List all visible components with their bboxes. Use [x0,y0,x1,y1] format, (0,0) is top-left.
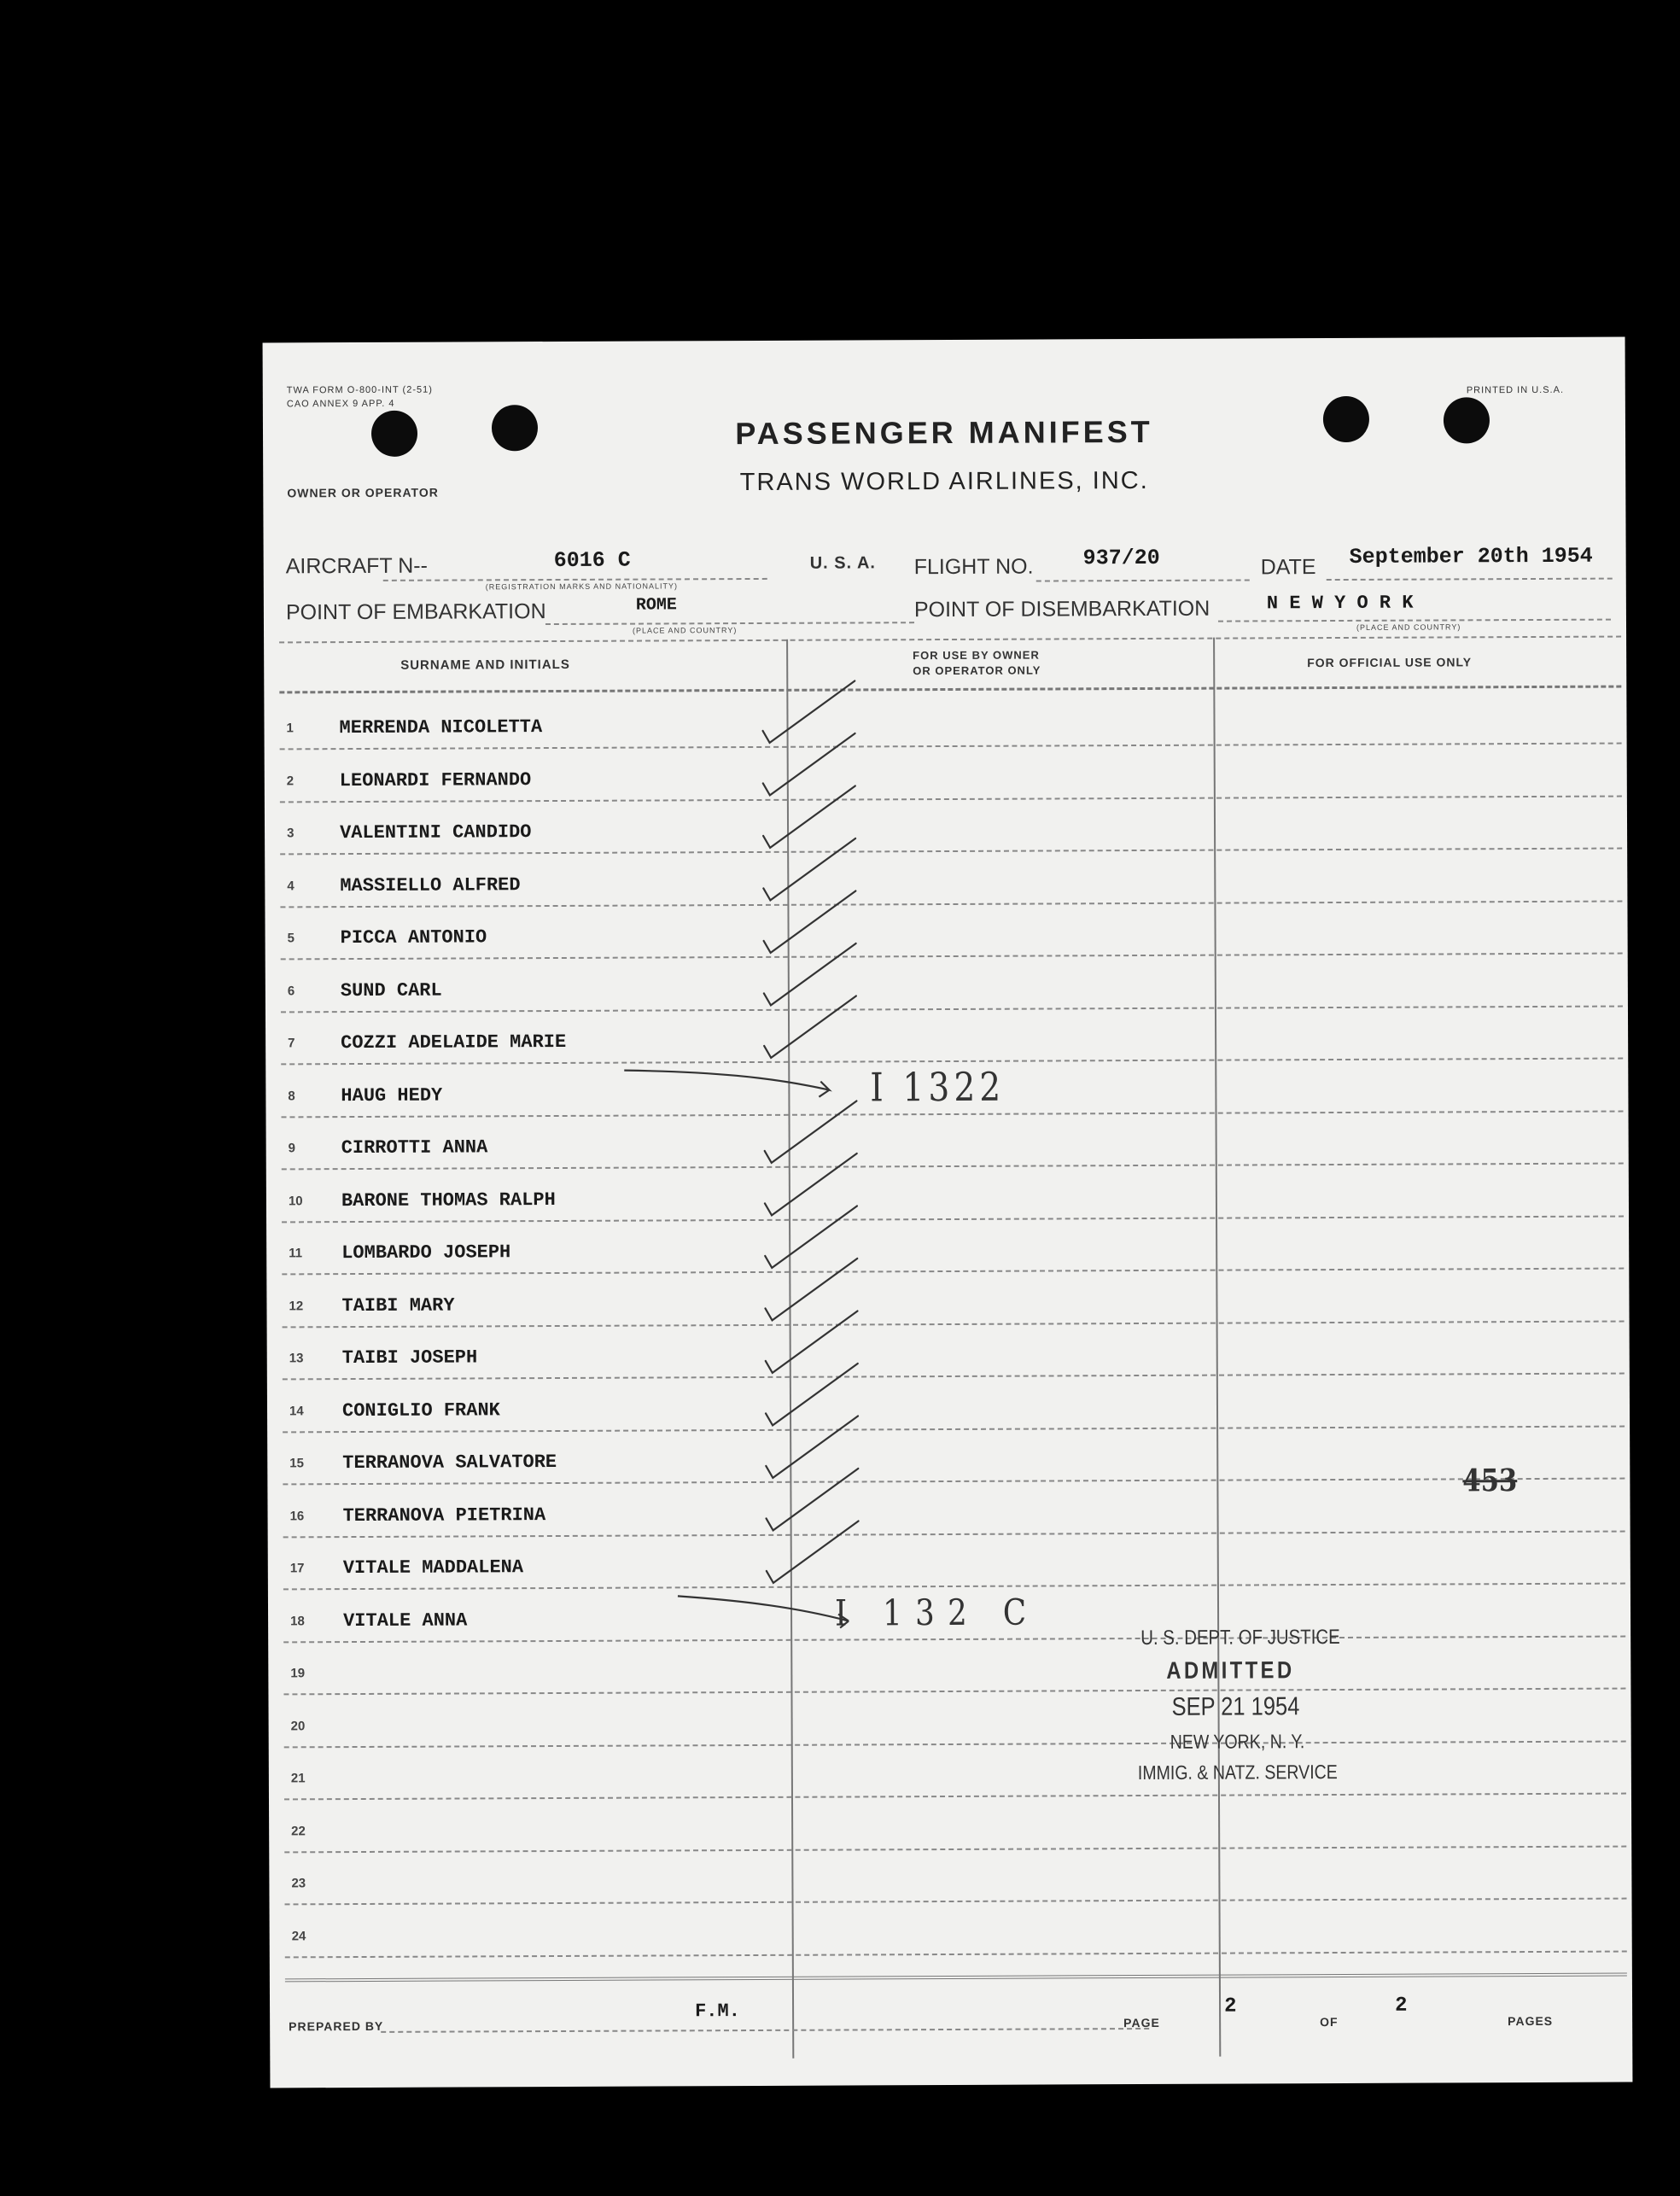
passenger-name: TERRANOVA SALVATORE [342,1451,557,1475]
row-number: 24 [291,1928,306,1943]
prepared-by-value: F.M. [695,2000,740,2023]
disembarkation-note: (PLACE AND COUNTRY) [1356,622,1461,632]
checkmark [764,1101,856,1162]
disembarkation-label: POINT OF DISEMBARKATION [913,596,1210,622]
row-number: 2 [286,773,295,788]
row-number: 21 [290,1771,306,1786]
stamp-service: IMMIG. & NATZ. SERVICE [1137,1761,1338,1784]
passenger-name: MERRENDA NICOLETTA [339,716,543,739]
row-number: 3 [287,826,295,841]
checkmark [763,786,855,847]
form-annex: CAO ANNEX 9 APP. 4 [286,398,395,410]
checkmark [765,1206,857,1267]
passenger-name: BARONE THOMAS RALPH [341,1189,556,1212]
passenger-name: VITALE ANNA [343,1609,468,1632]
col-surname-header: SURNAME AND INITIALS [400,657,570,673]
date-value: September 20th 1954 [1349,543,1593,569]
code-row18: I 132 C [834,1591,1040,1634]
row-number: 6 [287,983,295,998]
of-value: 2 [1395,1994,1408,2018]
row-number: 7 [288,1036,295,1051]
airline-name: TRANS WORLD AIRLINES, INC. [739,466,1149,497]
checkmark [766,1364,858,1425]
passenger-name: HAUG HEDY [341,1084,443,1107]
row-number: 18 [290,1613,305,1628]
stamp-date: SEP 21 1954 [1171,1692,1300,1721]
row-number: 12 [289,1298,304,1313]
row-number: 22 [291,1823,306,1838]
manifest-title: PASSENGER MANIFEST [735,413,1153,452]
row-number: 19 [290,1666,306,1681]
checkmark [765,1259,857,1320]
row-number: 11 [289,1246,303,1261]
country-label: U. S. A. [809,553,877,573]
row-number: 15 [289,1456,304,1471]
aircraft-label: AIRCRAFT N-- [285,553,428,579]
passenger-name: TERRANOVA PIETRINA [342,1504,546,1527]
passenger-name: SUND CARL [340,979,442,1002]
checkmark [763,733,855,795]
row-number: 16 [289,1508,305,1523]
manifest-sheet [263,337,1633,2088]
stamp-city: NEW YORK, N. Y. [1170,1730,1305,1753]
aircraft-value: 6016 C [553,547,631,574]
row-number: 8 [288,1088,295,1103]
passenger-name: COZZI ADELAIDE MARIE [341,1031,567,1054]
passenger-name: TAIBI MARY [341,1294,455,1317]
checkmark [763,891,855,952]
arrow-row18 [678,1596,849,1629]
flight-number-label: FLIGHT NO. [913,554,1034,580]
passenger-name: VALENTINI CANDIDO [339,821,532,844]
stamp-admitted: ADMITTED [1166,1656,1295,1684]
checkmark [765,1153,857,1215]
page-label: PAGE [1123,2015,1160,2030]
checkmark [767,1521,859,1582]
flight-number-value: 937/20 [1082,545,1160,571]
row-number: 1 [286,721,294,736]
checkmark [766,1311,858,1372]
row-number: 17 [289,1561,305,1576]
date-label: DATE [1260,555,1316,580]
embarkation-label: POINT OF EMBARKATION [285,599,546,625]
code-row8: I 1322 [870,1063,1006,1111]
pages-label: PAGES [1508,2013,1554,2029]
arrow-row8 [624,1070,829,1098]
embarkation-value: ROME [635,595,677,616]
checkmark [764,943,856,1005]
row-number: 23 [291,1876,306,1891]
embarkation-note: (PLACE AND COUNTRY) [633,626,738,635]
row-number: 9 [288,1141,296,1156]
col-owner-header-1: FOR USE BY OWNER [913,648,1040,663]
disembarkation-value: N E W Y O R K [1266,592,1414,615]
checkmark [766,1416,858,1477]
handwritten-checkmarks [263,337,1633,2088]
col-owner-header-2: OR OPERATOR ONLY [913,663,1041,678]
passenger-name: TAIBI JOSEPH [341,1346,478,1370]
passenger-name: MASSIELLO ALFRED [340,873,521,897]
checkmark [764,996,856,1057]
owner-operator-label: OWNER OR OPERATOR [287,485,439,500]
form-code: TWA FORM O-800-INT (2-51) [286,384,433,396]
page-value: 2 [1224,1995,1237,2018]
passenger-name: CONIGLIO FRANK [341,1399,500,1422]
col-official-header: FOR OFFICIAL USE ONLY [1307,655,1473,670]
passenger-name: PICCA ANTONIO [340,926,487,949]
row-number: 4 [287,878,295,893]
passenger-name: LOMBARDO JOSEPH [341,1241,511,1264]
row-number: 14 [289,1403,304,1418]
passenger-name: CIRROTTI ANNA [341,1136,488,1159]
row-number: 10 [288,1193,303,1208]
passenger-name: LEONARDI FERNANDO [339,768,532,791]
row-number: 5 [287,931,295,946]
passenger-name: VITALE MADDALENA [342,1556,524,1580]
registration-note: (REGISTRATION MARKS AND NATIONALITY) [485,581,679,592]
of-label: OF [1320,2015,1339,2030]
number-453: 453 [1462,1463,1518,1499]
prepared-by-label: PREPARED BY [289,2018,384,2034]
checkmark [763,838,855,900]
checkmark [766,1469,858,1530]
row-number: 20 [290,1718,306,1733]
row-number: 13 [289,1351,304,1366]
stamp-dept: U. S. DEPT. OF JUSTICE [1140,1625,1340,1650]
checkmark [762,680,855,742]
printed-in: PRINTED IN U.S.A. [1466,384,1565,396]
